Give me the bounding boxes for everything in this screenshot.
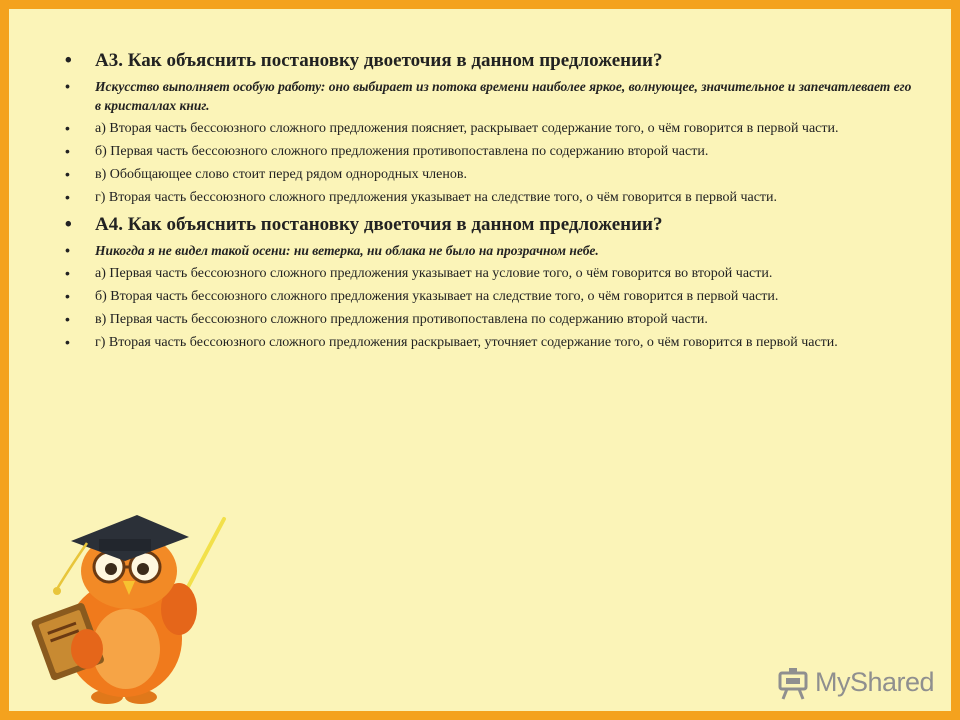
answer-option-a4-v: • в) Первая часть бессоюзного сложного предложения противопоставлена по содержанию второй части. — [65, 310, 915, 329]
answer-option-a3-b: • б) Первая часть бессоюзного сложного предложения противопоставлена по содержанию второй части. — [65, 142, 915, 161]
myshared-watermark — [777, 665, 947, 703]
answer-option-a4-a: • а) Первая часть бессоюзного сложного предложения указывает на условие того, о чём говорится во второй части. — [65, 264, 915, 283]
answer-option-a4-b: • б) Вторая часть бессоюзного сложного предложения указывает на следствие того, о чём говорится в первой части. — [65, 287, 915, 306]
slide — [9, 9, 951, 711]
question-a3: • А3. Как объяснить постановку двоеточия в данном предложении? — [65, 49, 915, 73]
example-sentence-a4: • Никогда я не видел такой осени: ни ветерка, ни облака не было на прозрачном небе. — [65, 241, 915, 260]
answer-option-a4-g: • г) Вторая часть бессоюзного сложного предложения раскрывает, уточняет содержание того, о чём говорится в первой части. — [65, 333, 915, 352]
answer-option-a3-v: • в) Обобщающее слово стоит перед рядом однородных членов. — [65, 165, 915, 184]
question-a4: • А4. Как объяснить постановку двоеточия в данном предложении? — [65, 213, 915, 237]
projector-icon — [777, 667, 811, 701]
watermark-text: MyShared — [815, 667, 935, 697]
answer-option-a3-a: • а) Вторая часть бессоюзного сложного предложения поясняет, раскрывает содержание того, о чём говорится в первой части. — [65, 119, 915, 138]
answer-option-a3-g: • г) Вторая часть бессоюзного сложного предложения указывает на следствие того, о чём говорится в первой части. — [65, 188, 915, 207]
bullet-list — [65, 49, 915, 352]
example-sentence-a3: • Искусство выполняет особую работу: оно выбирает из потока времени наиболее яркое, волнующее, значительное и запечатлевает его в кристаллах книг. — [65, 77, 915, 115]
slide-content — [65, 43, 915, 352]
owl-professor-icon — [29, 509, 234, 709]
